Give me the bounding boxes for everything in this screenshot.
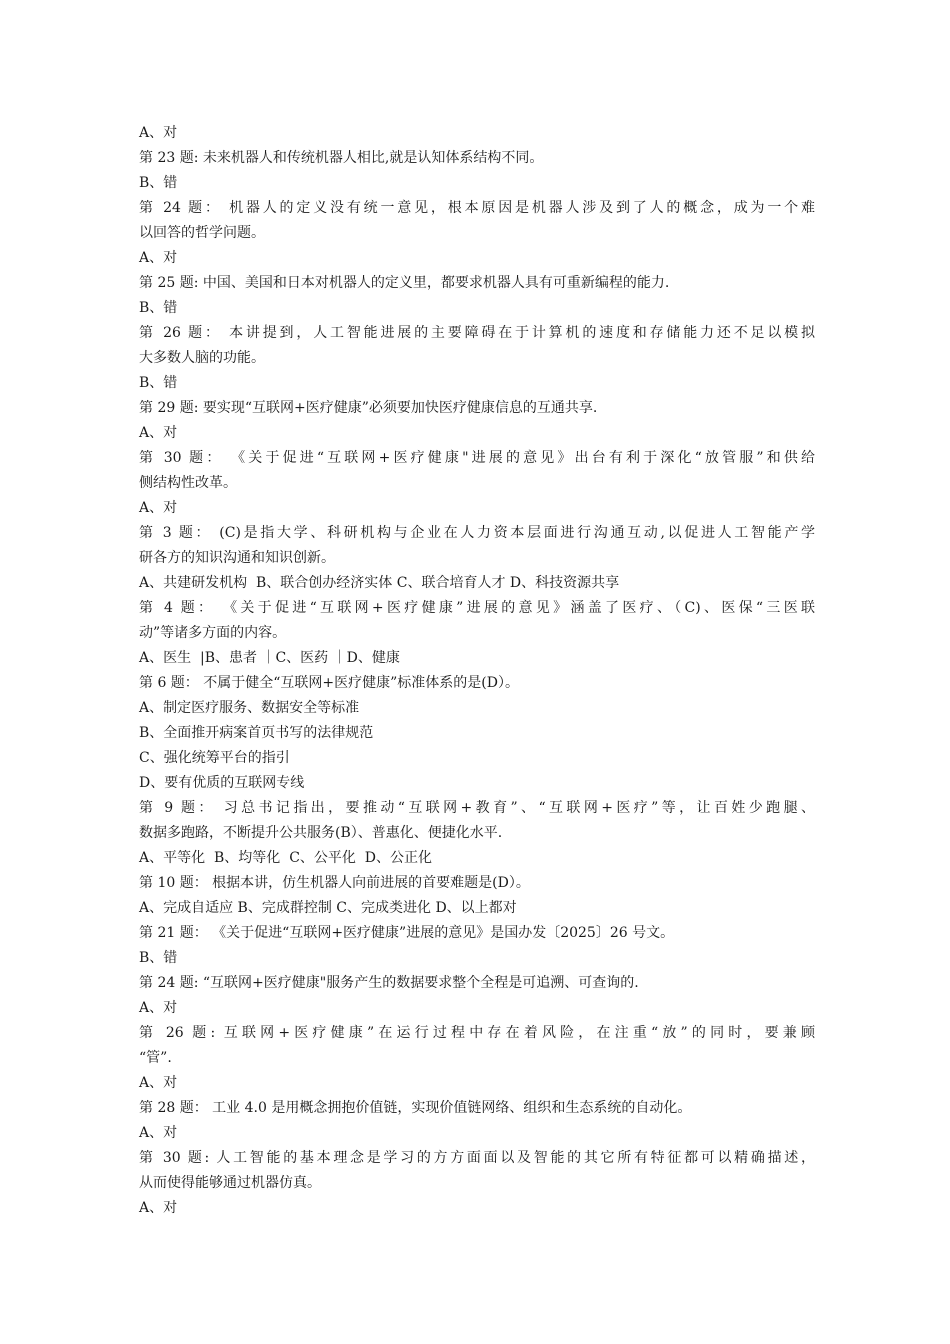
options-line: A、共建研发机构 B、联合创办经济实体 C、联合培育人才 D、科技资源共享 [139, 575, 620, 591]
answer-line: B、错 [139, 300, 178, 316]
question-line: 第 25 题: 中国、美国和日本对机器人的定义里，都要求机器人具有可重新编程的能力. [139, 275, 670, 291]
question-line-continued: 大多数人脑的功能。 [139, 350, 265, 366]
question-line: 第 26 题: 互联网+医疗健康”在运行过程中存在着风险，在注重“放”的同时，要兼顾 [139, 1025, 815, 1041]
answer-line: A、对 [139, 125, 178, 141]
question-line: 第 29 题: 要实现“互联网+医疗健康”必须要加快医疗健康信息的互通共享. [139, 400, 598, 416]
question-line-continued: 从而使得能够通过机器仿真。 [139, 1175, 321, 1191]
question-line: 第 23 题: 未来机器人和传统机器人相比,就是认知体系结构不同。 [139, 150, 544, 166]
question-line: 第 10 题： 根据本讲，仿生机器人向前进展的首要难题是(D）。 [139, 875, 530, 891]
question-line-continued: 侧结构性改革。 [139, 475, 237, 491]
answer-line: A、对 [139, 1125, 178, 1141]
option-line: B、全面推开病案首页书写的法律规范 [139, 725, 374, 741]
question-line: 第 30 题： 《关于促进“互联网+医疗健康"进展的意见》出台有利于深化“放管服”和供给 [139, 450, 815, 466]
options-line: A、平等化 B、均等化 C、公平化 D、公正化 [139, 850, 433, 866]
question-line: 第 26 题： 本讲提到，人工智能进展的主要障碍在于计算机的速度和存储能力还不足以模拟 [139, 325, 815, 341]
question-line: 第 24 题: “互联网+医疗健康"服务产生的数据要求整个全程是可追溯、可查询的. [139, 975, 639, 991]
question-line: 第 21 题： 《关于促进“互联网+医疗健康”进展的意见》是国办发〔2025〕26 号文。 [139, 925, 675, 941]
options-line: A、完成自适应 B、完成群控制 C、完成类进化 D、以上都对 [139, 900, 517, 916]
option-line: A、制定医疗服务、数据安全等标准 [139, 700, 360, 716]
answer-line: A、对 [139, 1000, 178, 1016]
question-line: 第 3 题： (C)是指大学、科研机构与企业在人力资本层面进行沟通互动,以促进人工智能产学 [139, 525, 815, 541]
answer-line: A、对 [139, 1075, 178, 1091]
question-line-continued: 研各方的知识沟通和知识创新。 [139, 550, 335, 566]
question-line: 第 30 题: 人工智能的基本理念是学习的方方面面以及智能的其它所有特征都可以精确描述， [139, 1150, 815, 1166]
answer-line: B、错 [139, 175, 178, 191]
question-line: 第 24 题： 机器人的定义没有统一意见，根本原因是机器人涉及到了人的概念，成为一个难 [139, 200, 815, 216]
document-body [139, 121, 815, 1221]
options-line: A、医生 |B、患者 ｜C、医药 ｜D、健康 [139, 650, 400, 666]
question-line-continued: 以回答的哲学问题。 [139, 225, 265, 241]
answer-line: A、对 [139, 1200, 178, 1216]
question-line: 第 9 题： 习总书记指出，要推动“互联网+教育”、“互联网+医疗”等，让百姓少跑腿、 [139, 800, 815, 816]
question-line-continued: “管”. [139, 1050, 172, 1066]
question-line-continued: 动”等诸多方面的内容。 [139, 625, 287, 641]
question-line-continued: 数据多跑路，不断提升公共服务(B）、普惠化、便捷化水平. [139, 825, 503, 841]
answer-line: A、对 [139, 500, 178, 516]
option-line: C、强化统筹平台的指引 [139, 750, 290, 766]
question-line: 第 28 题： 工业 4.0 是用概念拥抱价值链，实现价值链网络、组织和生态系统的自动化。 [139, 1100, 692, 1116]
answer-line: A、对 [139, 425, 178, 441]
answer-line: A、对 [139, 250, 178, 266]
answer-line: B、错 [139, 950, 178, 966]
option-line: D、要有优质的互联网专线 [139, 775, 305, 791]
question-line: 第 6 题： 不属于健全“互联网+医疗健康”标准体系的是(D）。 [139, 675, 519, 691]
question-line: 第 4 题： 《关于促进“互联网+医疗健康”进展的意见》涵盖了医疗、（C)、医保“三医联 [139, 600, 815, 616]
answer-line: B、错 [139, 375, 178, 391]
